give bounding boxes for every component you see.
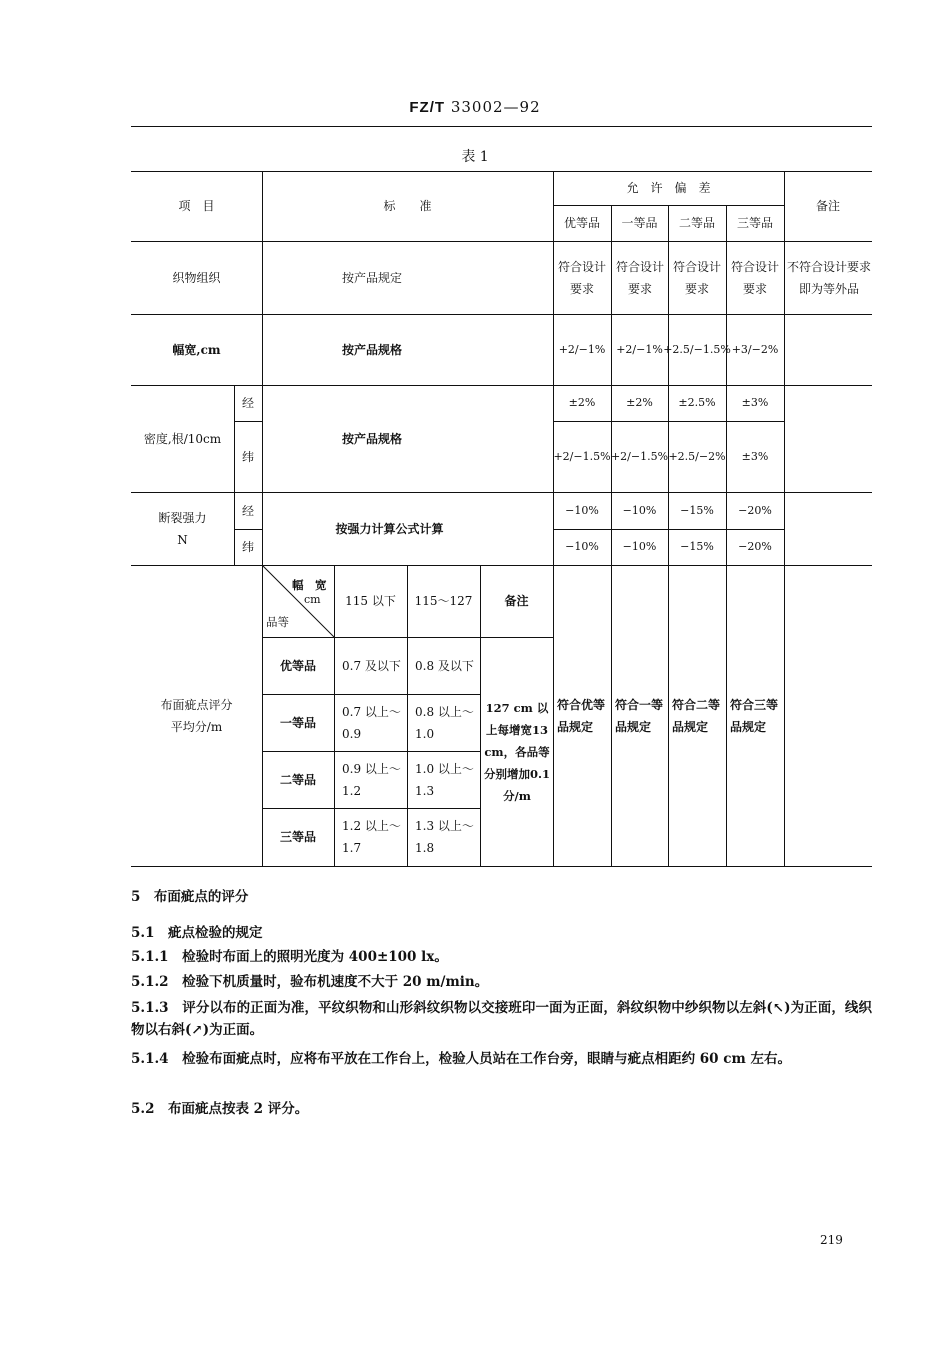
- defect-col-below-115: 115 以下: [345, 594, 396, 608]
- width-grade-second: +2.5/−1.5%: [663, 342, 731, 356]
- defect-grade-second-req: 符合二等品规定: [672, 697, 721, 734]
- clause-5-1-2: 5.1.2 检验下机质量时，验布机速度不大于 20 m/min。: [131, 974, 489, 990]
- strength-standard: 按强力计算公式计算: [335, 521, 444, 536]
- clause-5-1-3: 5.1.3 评分以布的正面为准，平纹织物和山形斜纹织物以交接班印一面为正面，斜纹织物中纱织物以左斜(↖)为正面，线织物以右斜(↗)为正面。: [131, 1000, 872, 1038]
- header-grade-first: 一等品: [621, 216, 658, 230]
- weave-remark: 不符合设计要求即为等外品: [786, 259, 871, 296]
- clause-5-1-1: 5.1.1 检验时布面上的照明光度为 400±100 lx。: [131, 949, 448, 965]
- header-rule: [131, 126, 872, 127]
- density-warp-second: ±2.5%: [678, 396, 716, 409]
- defect-grade-first-req: 符合一等品规定: [615, 697, 664, 734]
- density-weft-third: ±3%: [741, 449, 769, 463]
- strength-weft-label: 纬: [241, 540, 254, 554]
- page-number: 219: [820, 1233, 843, 1247]
- defect-grade-second: 二等品: [279, 772, 316, 787]
- defect-sub-remark: 127 cm 以上每增宽13 cm，各品等分别增加0.1分/m: [484, 700, 551, 803]
- strength-warp-third: −20%: [738, 503, 772, 517]
- header-item: 项 目: [178, 199, 215, 213]
- header-tolerance: 允 许 偏 差: [626, 181, 711, 195]
- width-grade-first: +2/−1%: [616, 342, 663, 356]
- density-weft-label: 纬: [241, 449, 254, 464]
- defect-first-a: 0.7 以上～0.9: [342, 704, 401, 741]
- defect-grade-third: 三等品: [279, 830, 316, 844]
- defect-col-remark: 备注: [504, 594, 529, 608]
- defect-second-a: 0.9 以上～1.2: [342, 761, 401, 798]
- document-code: [0, 98, 950, 116]
- clause-5-2: 5.2 布面疵点按表 2 评分。: [131, 1101, 309, 1117]
- standard-prefix: FZ/T: [409, 99, 446, 116]
- section-5-title: 5 布面疵点的评分: [131, 889, 249, 905]
- weave-grade-first: 符合设计要求: [615, 259, 664, 296]
- density-warp-first: ±2%: [626, 396, 653, 409]
- density-weft-second: +2.5/−2%: [668, 449, 726, 463]
- strength-item: [131, 492, 234, 565]
- defect-first-b: 0.8 以上～1.0: [415, 704, 474, 741]
- strength-item-name: 断裂强力: [158, 510, 207, 525]
- diag-unit-label: cm: [304, 593, 321, 606]
- header-grade-third: 三等品: [736, 216, 773, 230]
- strength-warp-premium: −10%: [565, 503, 599, 517]
- defect-premium-b: 0.8 及以下: [415, 658, 474, 673]
- defect-grade-premium: 优等品: [279, 658, 316, 673]
- header-remark: 备注: [815, 199, 840, 213]
- strength-warp-label: 经: [241, 503, 254, 518]
- header-standard: 标 准: [383, 199, 432, 213]
- defect-item-unit: 平均分/m: [170, 719, 223, 734]
- density-standard: 按产品规格: [341, 431, 402, 446]
- strength-weft-third: −20%: [738, 540, 772, 553]
- weave-grade-second: 符合设计要求: [672, 259, 721, 296]
- defect-col-115-127: 115～127: [414, 594, 473, 608]
- diag-width-label: 幅 宽: [292, 578, 327, 592]
- weave-grade-premium: 符合设计要求: [557, 259, 606, 296]
- density-weft-first: +2/−1.5%: [610, 449, 669, 463]
- strength-warp-first: −10%: [622, 503, 657, 517]
- width-item: 幅宽,cm: [172, 342, 221, 357]
- defect-third-a: 1.2 以上～1.7: [342, 819, 401, 855]
- standard-number: 33002—92: [450, 98, 541, 116]
- strength-weft-first: −10%: [622, 540, 657, 553]
- strength-weft-second: −15%: [680, 540, 714, 553]
- clause-5-1-4: 5.1.4 检验布面疵点时，应将布平放在工作台上，检验人员站在工作台旁，眼睛与疵点相距约 60 cm 左右。: [131, 1051, 791, 1067]
- defect-third-b: 1.3 以上～1.8: [415, 819, 474, 855]
- defect-grade-premium-req: 符合优等品规定: [557, 697, 606, 734]
- strength-weft-premium: −10%: [565, 540, 599, 553]
- density-weft-premium: +2/−1.5%: [553, 449, 611, 463]
- diag-grade-label: 品等: [266, 615, 289, 629]
- weave-item: 织物组织: [172, 270, 221, 285]
- density-item: 密度,根/10cm: [143, 431, 222, 446]
- defect-item: [131, 565, 262, 866]
- strength-item-unit: N: [177, 532, 188, 547]
- density-warp-third: ±3%: [741, 396, 769, 409]
- header-grade-second: 二等品: [678, 216, 715, 230]
- defect-second-b: 1.0 以上～1.3: [415, 761, 474, 798]
- table-caption: 表 1: [461, 149, 489, 165]
- header-grade-premium: 优等品: [563, 216, 600, 230]
- defect-grade-third-req: 符合三等品规定: [730, 697, 779, 734]
- width-grade-premium: +2/−1%: [558, 342, 606, 356]
- defect-item-name: 布面疵点评分: [160, 697, 233, 712]
- weave-standard: 按产品规定: [341, 270, 402, 285]
- clause-5-1: 5.1 疵点检验的规定: [131, 925, 263, 941]
- defect-premium-a: 0.7 及以下: [342, 658, 401, 673]
- weave-grade-third: 符合设计要求: [730, 259, 779, 296]
- density-warp-label: 经: [241, 396, 254, 410]
- strength-warp-second: −15%: [680, 503, 714, 517]
- width-standard: 按产品规格: [341, 342, 402, 357]
- width-grade-third: +3/−2%: [731, 342, 779, 356]
- density-warp-premium: ±2%: [568, 396, 596, 409]
- defect-grade-first: 一等品: [279, 715, 316, 730]
